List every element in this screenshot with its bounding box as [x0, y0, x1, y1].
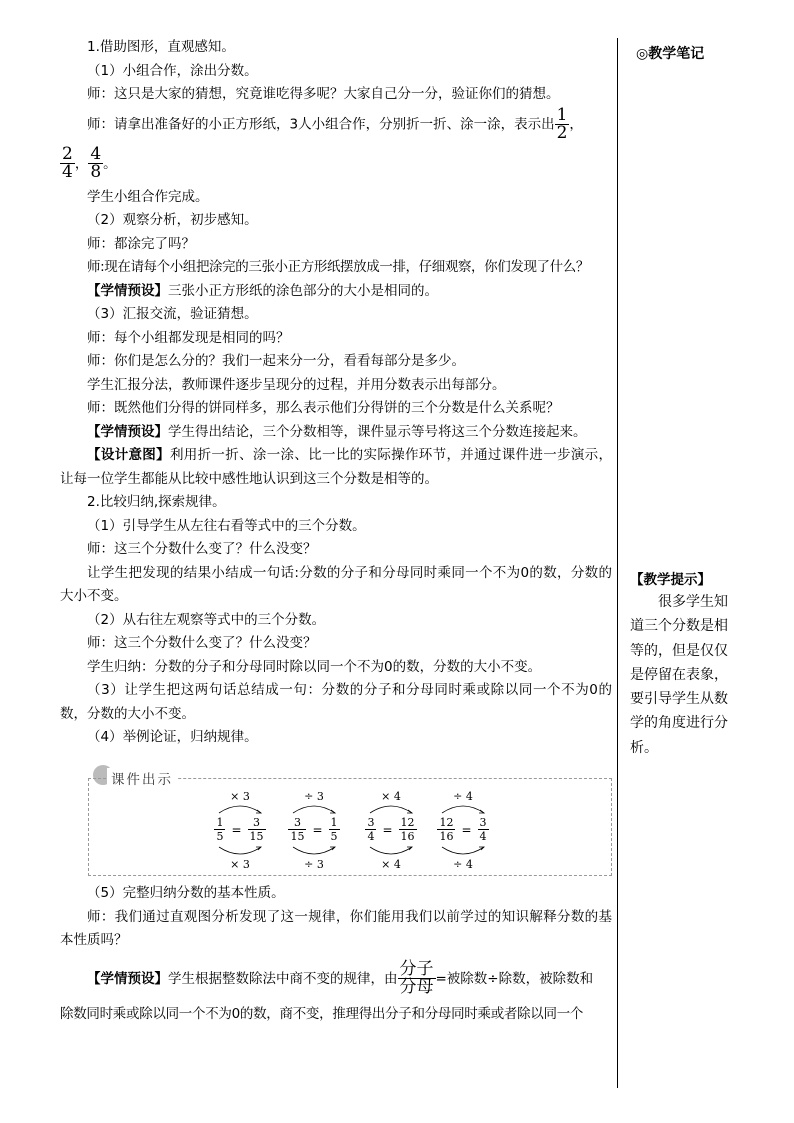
lesson-body — [60, 36, 612, 750]
fraction: $\frac{3}{15}$ — [249, 816, 264, 843]
fraction-line: $\frac{2}{4}$ ， $\frac{4}{8}$ 。 — [62, 144, 117, 182]
fraction: $\frac{3}{15}$ — [290, 816, 305, 843]
step-heading: （1）引导学生从左往右看等式中的三个分数。 — [87, 517, 366, 534]
notes-title: ◎教学笔记 — [636, 46, 705, 62]
arc-arrow-icon — [356, 802, 426, 814]
lesson-body-continued — [60, 882, 612, 1026]
paragraph: 学生归纳：分数的分子和分母同时除以同一个不为0的数，分数的大小不变。 — [87, 658, 542, 675]
paragraph: 师：你们是怎么分的？我们一起来分一分，看看每部分是多少。 — [87, 353, 465, 369]
paragraph-with-fractions: 师：请拿出准备好的小正方形纸，3人小组合作，分别折一折、涂一涂，表示出 $\frac{1}{2}$ ， — [87, 104, 583, 143]
step-heading: （3）汇报交流，验证猜想。 — [87, 306, 258, 322]
paragraph: 师：既然他们分得的饼同样多，那么表示他们分得饼的三个分数是什么关系呢？ — [87, 400, 560, 416]
step-heading: （3）让学生把这两句话总结成一句：分数的分子和分母同时乘或除以同一个不为0的数，分数的大小不变。 — [60, 682, 612, 722]
sidebar — [626, 40, 740, 68]
fraction-equation: ÷ 4 $\frac{12}{16}$ = $\frac{3}{4}$ ÷ 4 — [428, 790, 498, 874]
fraction: $\frac{1}{5}$ — [216, 816, 224, 843]
courseware-label: 课件出示 — [107, 768, 177, 788]
arc-arrow-icon — [428, 846, 498, 858]
step-heading: （1）小组合作，涂出分数。 — [87, 62, 258, 79]
paragraph: 学生汇报分法，教师课件逐步呈现分的过程，并用分数表示出每部分。 — [87, 376, 506, 393]
tip-body: 很多学生知道三个分数是相等的，但是仅仅是停留在表象，要引导学生从数学的角度进行分析。 — [630, 594, 728, 756]
design-intent: 【设计意图】利用折一折、涂一涂、比一比的实际操作环节，并通过课件进一步演示，让每一位学生都能从比较中感性地认识到这三个分数是相等的。 — [60, 447, 613, 487]
fraction-equation: × 4 $\frac{3}{4}$ = $\frac{12}{16}$ × 4 — [356, 790, 426, 874]
fraction: $\frac{1}{2}$ — [556, 104, 568, 143]
arc-arrow-icon — [428, 802, 498, 814]
fraction-equation: ÷ 3 $\frac{3}{15}$ = $\frac{1}{5}$ ÷ 3 — [279, 790, 349, 874]
paragraph: 让学生把发现的结果小结成一句话:分数的分子和分母同时乘同一个不为0的数，分数的大小不变。 — [60, 564, 612, 604]
paragraph: 师:现在请每个小组把涂完的三张小正方形纸摆放成一排，仔细观察，你们发现了什么？ — [87, 259, 589, 275]
arc-arrow-icon — [279, 846, 349, 858]
section-heading: 1.借助图形，直观感知。 — [87, 39, 235, 55]
tip-title: 【教学提示】 — [630, 572, 711, 588]
paragraph: 师：都涂完了吗？ — [87, 235, 195, 252]
section-heading: 2.比较归纳,探索规律。 — [87, 494, 226, 510]
paragraph: 师：这三个分数什么变了？什么没变？ — [87, 541, 317, 557]
column-divider — [617, 38, 618, 1088]
fraction: $\frac{2}{4}$ — [62, 144, 73, 182]
fraction: $\frac{12}{16}$ — [439, 816, 454, 843]
student-preset: 【学情预设】学生得出结论，三个分数相等，课件显示等号将这三个分数连接起来。 — [87, 423, 587, 440]
fraction: $\frac{1}{5}$ — [330, 816, 338, 843]
step-heading: （5）完整归纳分数的基本性质。 — [87, 885, 285, 901]
fraction-equation: × 3 $\frac{1}{5}$ = $\frac{3}{15}$ × 3 — [205, 790, 275, 874]
paragraph: 师：这只是大家的猜想，究竟谁吃得多呢？大家自己分一分，验证你们的猜想。 — [87, 86, 560, 102]
step-heading: （2）从右往左观察等式中的三个分数。 — [87, 611, 326, 628]
paragraph: 除数同时乘或除以同一个不为0的数，商不变，推理得出分子和分母同时乘或者除以同一个 — [60, 1005, 584, 1022]
paragraph: 师：我们通过直观图分析发现了这一规律，你们能用我们以前学过的知识解释分数的基本性质吗？ — [60, 908, 612, 948]
fraction: $\frac{4}{8}$ — [90, 144, 102, 182]
courseware-box — [88, 778, 612, 876]
arc-arrow-icon — [356, 846, 426, 858]
paragraph: 学生小组合作完成。 — [87, 188, 209, 205]
student-preset: 【学情预设】三张小正方形纸的涂色部分的大小是相同的。 — [87, 282, 438, 299]
paragraph: 师：每个小组都发现是相同的吗？ — [87, 329, 290, 346]
arc-arrow-icon — [205, 802, 275, 814]
step-heading: （2）观察分析，初步感知。 — [87, 212, 258, 228]
fraction: $\frac{\text{分子}}{\text{分母}}$ — [399, 959, 434, 997]
step-heading: （4）举例论证，归纳规律。 — [87, 729, 258, 745]
fraction: $\frac{3}{4}$ — [479, 816, 487, 843]
paragraph: 师：这三个分数什么变了？什么没变？ — [87, 635, 317, 651]
fraction: $\frac{12}{16}$ — [400, 816, 415, 843]
arc-arrow-icon — [279, 802, 349, 814]
fraction: $\frac{3}{4}$ — [367, 816, 375, 843]
student-preset: 【学情预设】学生根据整数除法中商不变的规律，由 $\frac{\text{分子}}{\text{分母}}$ =被除数÷除数，被除数和 — [87, 959, 594, 997]
arc-arrow-icon — [205, 846, 275, 858]
